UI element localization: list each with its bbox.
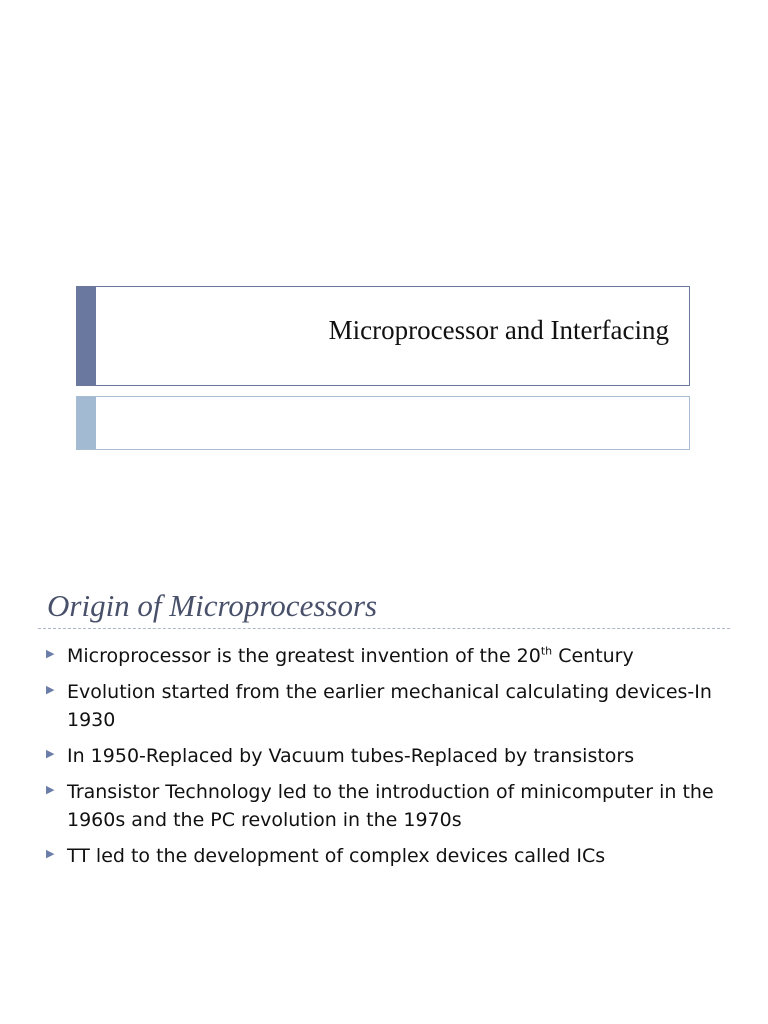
bullet-text: Transistor Technology led to the introduction of minicomputer in the 1960s and the PC revolution in the 1970s xyxy=(67,781,714,831)
right-triangle-bullet-icon: ▶ xyxy=(46,783,55,796)
subtitle-accent-bar xyxy=(77,397,96,449)
right-triangle-bullet-icon: ▶ xyxy=(46,747,55,760)
bullet-list xyxy=(46,642,736,878)
section-heading: Origin of Microprocessors xyxy=(47,588,378,623)
title-box xyxy=(76,286,690,386)
bullet-text-superscript: th xyxy=(540,644,553,658)
bullet-item xyxy=(46,742,736,770)
right-triangle-bullet-icon: ▶ xyxy=(46,683,55,696)
subtitle-box xyxy=(76,396,690,450)
right-triangle-bullet-icon: ▶ xyxy=(46,847,55,860)
bullet-item xyxy=(46,842,736,870)
bullet-item xyxy=(46,642,736,670)
bullet-text: Evolution started from the earlier mechanical calculating devices-In 1930 xyxy=(67,681,712,731)
slide-title: Microprocessor and Interfacing xyxy=(328,315,669,345)
heading-divider xyxy=(38,628,730,629)
bullet-text-tail: Century xyxy=(552,645,634,667)
title-accent-bar xyxy=(77,287,96,385)
right-triangle-bullet-icon: ▶ xyxy=(46,647,55,660)
bullet-text xyxy=(67,645,634,667)
bullet-text: In 1950-Replaced by Vacuum tubes-Replaced by transistors xyxy=(67,745,635,767)
bullet-text: TT led to the development of complex devices called ICs xyxy=(67,845,606,867)
bullet-item xyxy=(46,778,736,834)
bullet-text-main: Microprocessor is the greatest invention of the 20 xyxy=(67,645,541,667)
bullet-item xyxy=(46,678,736,734)
